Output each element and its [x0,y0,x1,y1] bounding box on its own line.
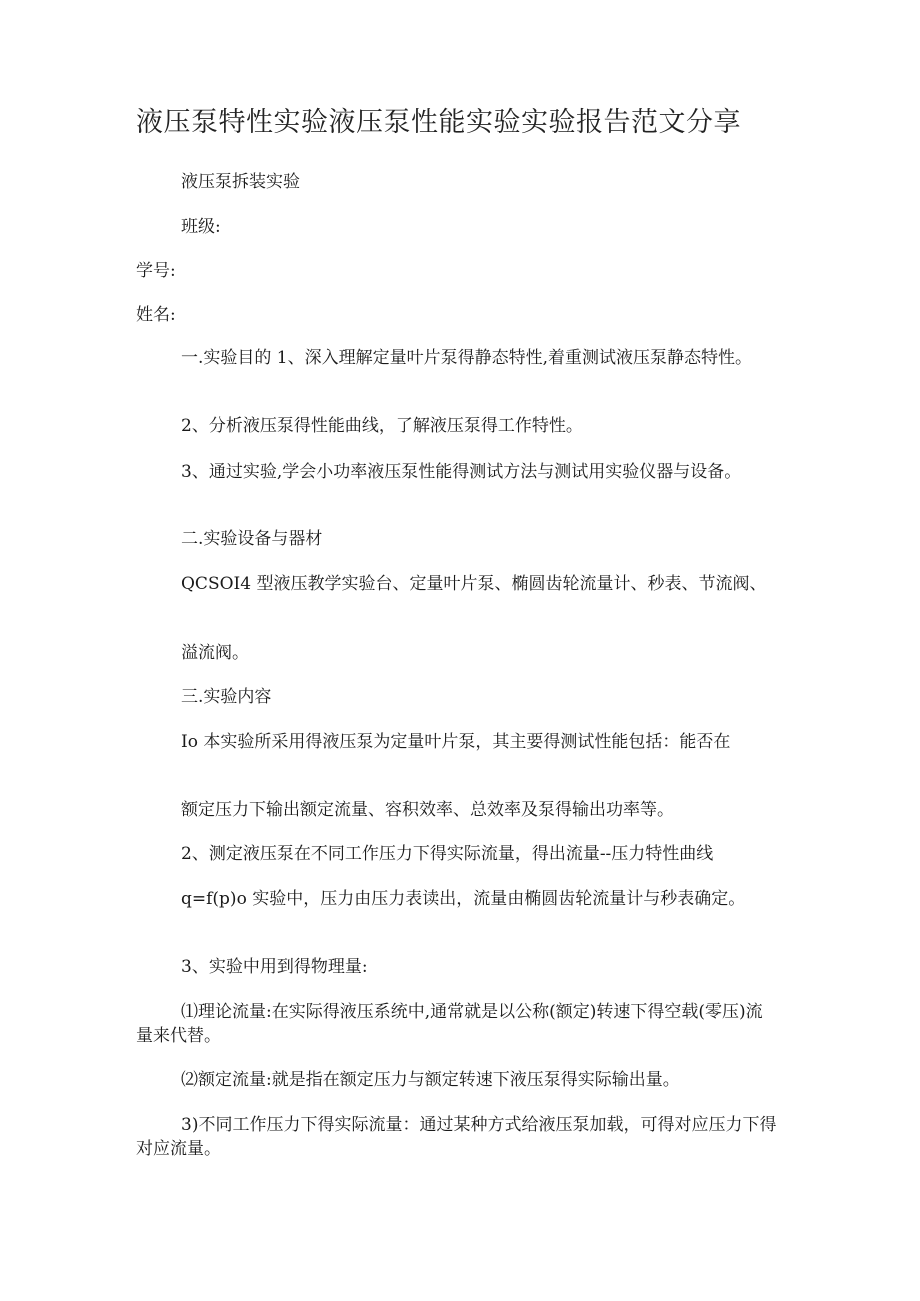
paragraph: 姓名: [136,305,176,325]
paragraph: 二.实验设备与器材 [181,529,323,549]
paragraph: 溢流阀。 [181,643,249,663]
paragraph: 3、通过实验,学会小功率液压泵性能得测试方法与测试用实验仪器与设备。 [181,462,742,482]
paragraph: ⑴理论流量:在实际得液压系统中,通常就是以公称(额定)转速下得空载(零压)流量来代替。 [136,1002,763,1046]
document-title: 液压泵特性实验液压泵性能实验实验报告范文分享 [136,107,741,138]
paragraph: 学号: [136,261,176,281]
paragraph: 2、测定液压泵在不同工作压力下得实际流量，得出流量--压力特性曲线 [181,844,714,864]
paragraph: 班级: [181,217,221,237]
paragraph: q=f(p)o 实验中，压力由压力表读出，流量由椭圆齿轮流量计与秒表确定。 [181,889,746,909]
paragraph: Io 本实验所采用得液压泵为定量叶片泵，其主要得测试性能包括：能否在 [181,732,731,752]
paragraph: 3)不同工作压力下得实际流量：通过某种方式给液压泵加载，可得对应压力下得对应流量。 [136,1115,777,1159]
paragraph: QCSOI4 型液压教学实验台、定量叶片泵、椭圆齿轮流量计、秒表、节流阀、 [181,574,767,594]
paragraph: ⑵额定流量:就是指在额定压力与额定转速下液压泵得实际输出量。 [181,1070,680,1090]
paragraph: 3、实验中用到得物理量: [181,957,368,977]
paragraph: 2、分析液压泵得性能曲线，了解液压泵得工作特性。 [181,416,583,436]
paragraph: 一.实验目的 1、深入理解定量叶片泵得静态特性,着重测试液压泵静态特性。 [181,348,753,368]
paragraph: 额定压力下输出额定流量、容积效率、总效率及泵得输出功率等。 [181,800,674,820]
paragraph: 三.实验内容 [181,687,272,707]
paragraph: 液压泵拆装实验 [181,172,300,192]
